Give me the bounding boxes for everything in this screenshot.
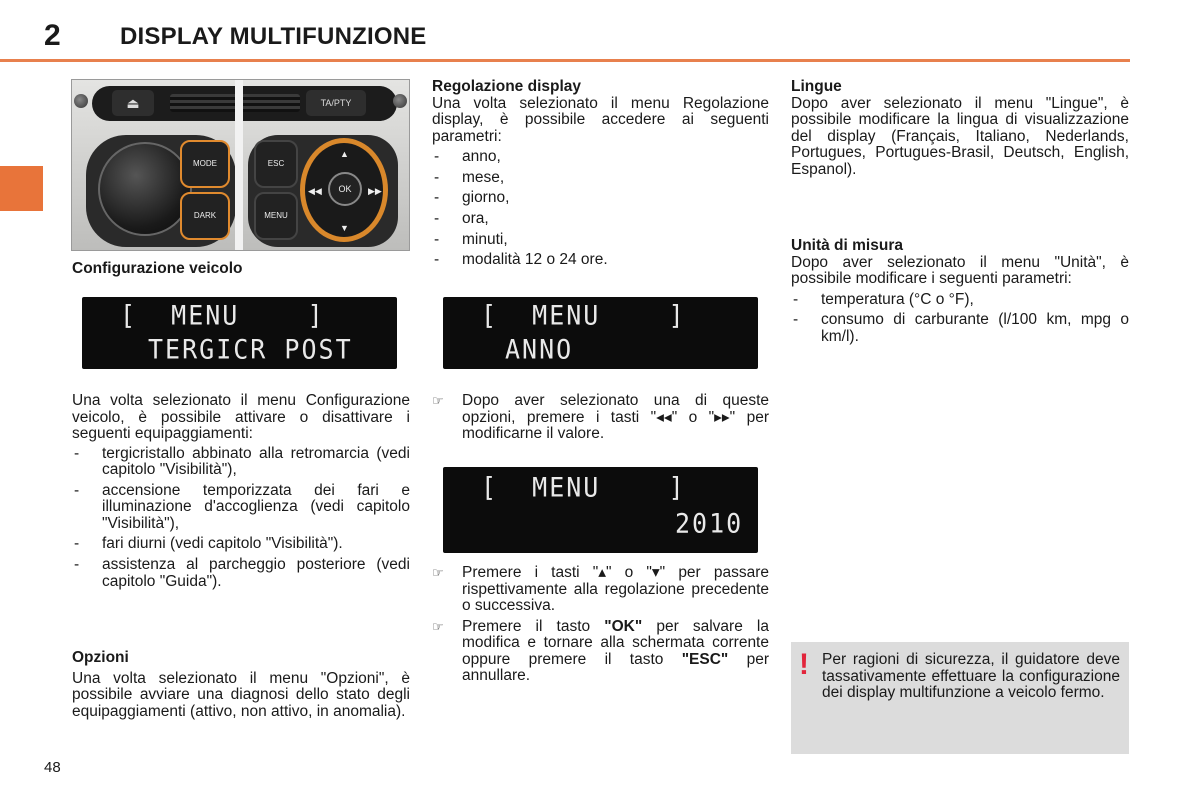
- arrow-up-icon: ▲: [340, 149, 349, 159]
- lcd-line-2: 2010: [675, 508, 744, 539]
- display-settings-heading: Regolazione display: [432, 78, 582, 95]
- units-text: Dopo aver selezionato il menu "Unità", è possibile modificare i seguenti parametri:: [791, 253, 1129, 287]
- list-item: - fari diurni (vedi capitolo "Visibilità").: [72, 536, 410, 553]
- screw-icon: [393, 94, 407, 108]
- esc-key-label: "ESC": [681, 650, 729, 668]
- list-item: - accensione temporizzata dei fari e illuminazione d'accoglienza (vedi capitolo "Visibilità"),: [72, 483, 410, 533]
- page-number: 48: [44, 759, 61, 776]
- rewind-icon: ◀◀: [308, 186, 322, 196]
- hint-text: Premere i tasti "▴" o "▾" per passare rispettivamente alla regolazione precedente o successiva.: [462, 564, 769, 614]
- list-item: - ora,: [432, 211, 769, 228]
- list-item: - assistenza al parcheggio posteriore (vedi capitolo "Guida").: [72, 557, 410, 590]
- options-heading: Opzioni: [72, 649, 129, 666]
- lcd-line-1: [ MENU ]: [481, 300, 686, 331]
- ok-key-label: "OK": [604, 617, 643, 635]
- list-item: - tergicristallo abbinato alla retromarcia (vedi capitolo "Visibilità"),: [72, 446, 410, 479]
- volume-knob: [98, 142, 192, 236]
- warning-text: Per ragioni di sicurezza, il guidatore deve tassativamente effettuare la configurazione dei display multifunzione a veicolo fermo.: [822, 651, 1120, 701]
- options-section: [72, 650, 410, 720]
- ok-button: OK: [328, 172, 362, 206]
- eject-icon: ⏏: [112, 90, 154, 116]
- list-item: - temperatura (°C o °F),: [791, 292, 1129, 309]
- units-list: [791, 292, 1129, 346]
- warning-icon: !: [799, 648, 809, 681]
- hint-arrows-lr: [432, 393, 769, 443]
- ta-pty-button: TA/PTY: [306, 90, 366, 116]
- hint-block-2: [432, 565, 769, 685]
- left-caption-block: [72, 261, 410, 278]
- lcd-display-year-value: [443, 467, 758, 553]
- lcd-display-vehicle: [82, 297, 397, 369]
- left-column-body: [72, 393, 410, 594]
- list-item: - consumo di carburante (l/100 km, mpg o km/l).: [791, 312, 1129, 345]
- list-item: - giorno,: [432, 190, 769, 207]
- lcd-display-year: [443, 297, 758, 369]
- hint-text-post: per annullare.: [462, 650, 769, 684]
- screw-icon: [74, 94, 88, 108]
- lcd-line-2: ANNO: [505, 334, 574, 365]
- chapter-title: DISPLAY MULTIFUNZIONE: [120, 23, 427, 50]
- hint-arrows-ud: [432, 565, 769, 615]
- lcd-line-1: [ MENU ]: [481, 472, 686, 503]
- display-settings-section: [432, 79, 769, 273]
- lcd-line-1: [ MENU ]: [120, 300, 325, 331]
- hint-ok-esc: [432, 619, 769, 685]
- hint-text: Dopo aver selezionato una di queste opzioni, premere i tasti "◂◂" o "▸▸" per modificarne il valore.: [462, 392, 769, 442]
- display-settings-list: [432, 149, 769, 269]
- options-text: Una volta selezionato il menu "Opzioni", è possibile avviare una diagnosi dello stato degli equipaggiamenti (attivo, non attivo, in anomalia).: [72, 669, 410, 720]
- caption-vehicle-config: Configurazione veicolo: [72, 260, 243, 277]
- vehicle-config-intro: Una volta selezionato il menu Configurazione veicolo, è possibile attivare o disattivare i seguenti equipaggiamenti:: [72, 392, 410, 442]
- chapter-side-tab: [0, 166, 43, 211]
- list-item: - minuti,: [432, 232, 769, 249]
- units-section: [791, 238, 1129, 345]
- vehicle-config-list: [72, 446, 410, 591]
- list-item: - mese,: [432, 170, 769, 187]
- list-item: - modalità 12 o 24 ore.: [432, 252, 769, 269]
- languages-section: [791, 79, 1129, 178]
- menu-button: MENU: [254, 192, 298, 240]
- header-rule: [0, 59, 1130, 62]
- hint-text-mid: per salvare la modifica e tornare alla schermata corrente oppure premere il tasto: [462, 617, 769, 668]
- pointing-hand-icon: ☞: [432, 618, 444, 634]
- languages-heading: Lingue: [791, 78, 842, 95]
- units-heading: Unità di misura: [791, 237, 903, 254]
- hint-block-1: [432, 393, 769, 443]
- pointing-hand-icon: ☞: [432, 565, 444, 580]
- pointing-hand-icon: ☞: [432, 393, 444, 408]
- control-panel-photo: [71, 79, 410, 251]
- hint-text-pre: Premere il tasto: [462, 617, 605, 635]
- display-settings-intro: Una volta selezionato il menu Regolazione display, è possibile accedere ai seguenti parametri:: [432, 94, 769, 145]
- languages-text: Dopo aver selezionato il menu "Lingue", è possibile modificare la lingua di visualizzazione del display (Français, Italiano, Nederlands, Portugues, Portugues-Brasil, Deutsch, English, Espanol).: [791, 94, 1129, 178]
- list-item: - anno,: [432, 149, 769, 166]
- arrow-down-icon: ▼: [340, 223, 349, 233]
- dark-button: DARK: [180, 192, 230, 240]
- esc-button: ESC: [254, 140, 298, 188]
- photo-divider: [235, 80, 243, 251]
- fast-forward-icon: ▶▶: [368, 186, 382, 196]
- mode-button: MODE: [180, 140, 230, 188]
- lcd-line-2: TERGICR POST: [148, 334, 353, 365]
- chapter-number: 2: [44, 19, 61, 52]
